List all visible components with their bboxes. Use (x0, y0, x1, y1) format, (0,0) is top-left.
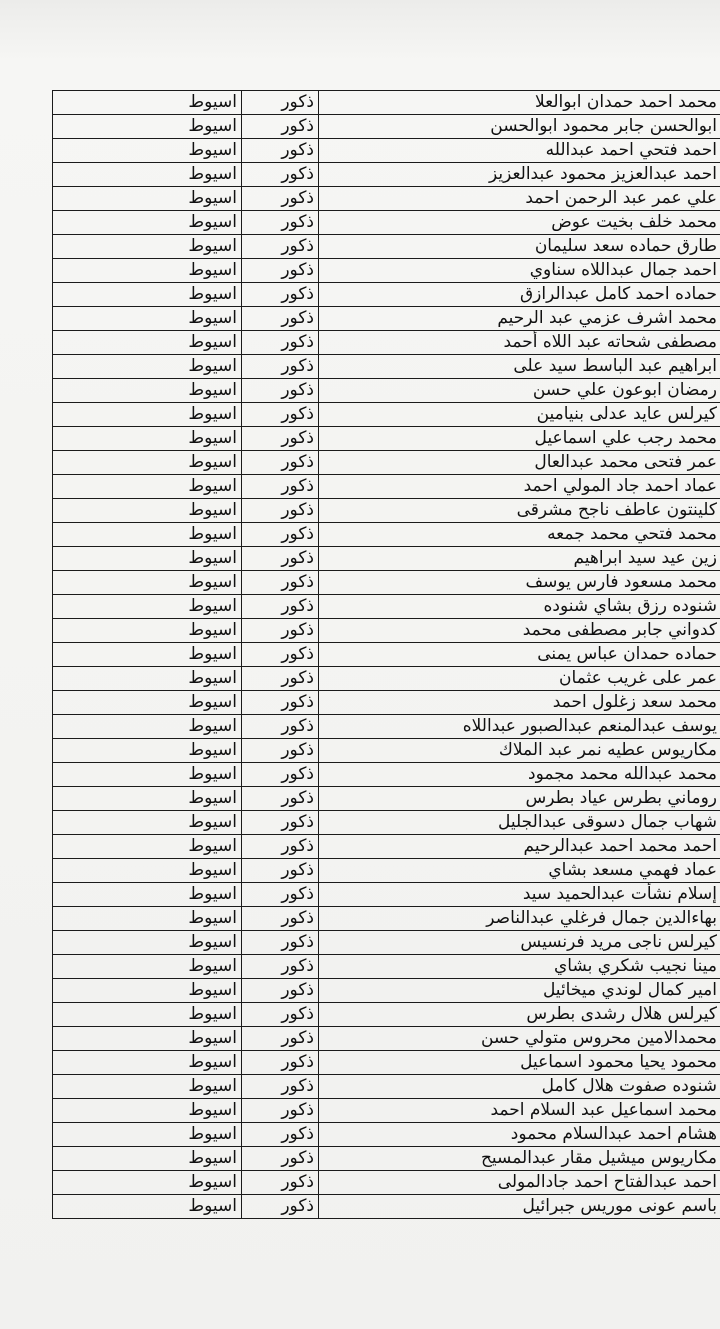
gender-cell: ذكور (242, 475, 319, 499)
name-cell: ابوالحسن جابر محمود ابوالحسن (319, 115, 720, 139)
table-row (53, 979, 720, 1003)
governorate-cell: اسيوط (53, 547, 242, 571)
governorate-cell: اسيوط (53, 307, 242, 331)
gender-cell: ذكور (242, 931, 319, 955)
table-row (53, 643, 720, 667)
table-row (53, 1051, 720, 1075)
gender-cell: ذكور (242, 1003, 319, 1027)
governorate-cell: اسيوط (53, 667, 242, 691)
gender-cell: ذكور (242, 859, 319, 883)
gender-cell: ذكور (242, 691, 319, 715)
name-cell: عمر فتحى محمد عبدالعال (319, 451, 720, 475)
name-cell: امير كمال لوندي ميخائيل (319, 979, 720, 1003)
table-row (53, 763, 720, 787)
governorate-cell: اسيوط (53, 1051, 242, 1075)
gender-cell: ذكور (242, 187, 319, 211)
table-row (53, 931, 720, 955)
name-cell: محمد اسماعيل عبد السلام احمد (319, 1099, 720, 1123)
name-cell: محمد عبدالله محمد مجمود (319, 763, 720, 787)
governorate-cell: اسيوط (53, 1171, 242, 1195)
gender-cell: ذكور (242, 1171, 319, 1195)
governorate-cell: اسيوط (53, 283, 242, 307)
governorate-cell: اسيوط (53, 835, 242, 859)
table-row (53, 1195, 720, 1219)
gender-cell: ذكور (242, 259, 319, 283)
governorate-cell: اسيوط (53, 619, 242, 643)
governorate-cell: اسيوط (53, 763, 242, 787)
name-cell: شنوده صفوت هلال كامل (319, 1075, 720, 1099)
table-row (53, 259, 720, 283)
gender-cell: ذكور (242, 331, 319, 355)
table-row (53, 547, 720, 571)
gender-cell: ذكور (242, 1123, 319, 1147)
table-row (53, 283, 720, 307)
governorate-cell: اسيوط (53, 331, 242, 355)
names-table-body (53, 91, 720, 1219)
governorate-cell: اسيوط (53, 811, 242, 835)
governorate-cell: اسيوط (53, 1003, 242, 1027)
gender-cell: ذكور (242, 523, 319, 547)
table-row (53, 1075, 720, 1099)
gender-cell: ذكور (242, 955, 319, 979)
gender-cell: ذكور (242, 1075, 319, 1099)
table-row (53, 787, 720, 811)
gender-cell: ذكور (242, 835, 319, 859)
name-cell: حماده حمدان عباس يمنى (319, 643, 720, 667)
governorate-cell: اسيوط (53, 1027, 242, 1051)
name-cell: مصطفى شحاته عبد اللاه أحمد (319, 331, 720, 355)
governorate-cell: اسيوط (53, 115, 242, 139)
table-row (53, 907, 720, 931)
gender-cell: ذكور (242, 139, 319, 163)
name-cell: ابراهيم عبد الباسط سيد على (319, 355, 720, 379)
table-row (53, 859, 720, 883)
name-cell: حماده احمد كامل عبدالرازق (319, 283, 720, 307)
table-row (53, 211, 720, 235)
name-cell: محمد اشرف عزمي عبد الرحيم (319, 307, 720, 331)
name-cell: طارق حماده سعد سليمان (319, 235, 720, 259)
table-row (53, 139, 720, 163)
governorate-cell: اسيوط (53, 883, 242, 907)
table-row (53, 499, 720, 523)
table-row (53, 163, 720, 187)
governorate-cell: اسيوط (53, 259, 242, 283)
gender-cell: ذكور (242, 355, 319, 379)
table-row (53, 1171, 720, 1195)
governorate-cell: اسيوط (53, 691, 242, 715)
name-cell: كيرلس ناجى مريد فرنسيس (319, 931, 720, 955)
gender-cell: ذكور (242, 499, 319, 523)
name-cell: مكاريوس عطيه نمر عبد الملاك (319, 739, 720, 763)
gender-cell: ذكور (242, 427, 319, 451)
gender-cell: ذكور (242, 403, 319, 427)
table-row (53, 835, 720, 859)
table-row (53, 355, 720, 379)
name-cell: باسم عونى موريس جبرائيل (319, 1195, 720, 1219)
table-row (53, 739, 720, 763)
gender-cell: ذكور (242, 235, 319, 259)
governorate-cell: اسيوط (53, 955, 242, 979)
table-row (53, 379, 720, 403)
gender-cell: ذكور (242, 1051, 319, 1075)
name-cell: احمد عبدالفتاح احمد جادالمولى (319, 1171, 720, 1195)
table-row (53, 451, 720, 475)
table-row (53, 1003, 720, 1027)
gender-cell: ذكور (242, 211, 319, 235)
gender-cell: ذكور (242, 979, 319, 1003)
name-cell: محمود يحيا محمود اسماعيل (319, 1051, 720, 1075)
gender-cell: ذكور (242, 787, 319, 811)
governorate-cell: اسيوط (53, 91, 242, 115)
gender-cell: ذكور (242, 883, 319, 907)
table-row (53, 187, 720, 211)
table-row (53, 307, 720, 331)
governorate-cell: اسيوط (53, 427, 242, 451)
gender-cell: ذكور (242, 667, 319, 691)
name-cell: محمد سعد زغلول احمد (319, 691, 720, 715)
table-row (53, 1147, 720, 1171)
table-row (53, 523, 720, 547)
name-cell: احمد فتحي احمد عبدالله (319, 139, 720, 163)
table-row (53, 691, 720, 715)
gender-cell: ذكور (242, 739, 319, 763)
name-cell: احمد محمد احمد عبدالرحيم (319, 835, 720, 859)
governorate-cell: اسيوط (53, 787, 242, 811)
gender-cell: ذكور (242, 163, 319, 187)
table-row (53, 811, 720, 835)
gender-cell: ذكور (242, 907, 319, 931)
gender-cell: ذكور (242, 619, 319, 643)
gender-cell: ذكور (242, 307, 319, 331)
name-cell: بهاءالدين جمال فرغلي عبدالناصر (319, 907, 720, 931)
name-cell: إسلام نشأت عبدالحميد سيد (319, 883, 720, 907)
name-cell: شنوده رزق بشاي شنوده (319, 595, 720, 619)
gender-cell: ذكور (242, 1147, 319, 1171)
gender-cell: ذكور (242, 763, 319, 787)
names-table (52, 90, 720, 1219)
governorate-cell: اسيوط (53, 475, 242, 499)
name-cell: عمر على غريب عثمان (319, 667, 720, 691)
governorate-cell: اسيوط (53, 403, 242, 427)
gender-cell: ذكور (242, 1195, 319, 1219)
table-row (53, 91, 720, 115)
name-cell: رمضان ابوعون علي حسن (319, 379, 720, 403)
gender-cell: ذكور (242, 451, 319, 475)
gender-cell: ذكور (242, 379, 319, 403)
name-cell: كدواني جابر مصطفى محمد (319, 619, 720, 643)
gender-cell: ذكور (242, 283, 319, 307)
gender-cell: ذكور (242, 1027, 319, 1051)
name-cell: احمد جمال عبداللاه سناوي (319, 259, 720, 283)
table-row (53, 115, 720, 139)
gender-cell: ذكور (242, 595, 319, 619)
governorate-cell: اسيوط (53, 1099, 242, 1123)
governorate-cell: اسيوط (53, 979, 242, 1003)
table-row (53, 715, 720, 739)
name-cell: زين عيد سيد ابراهيم (319, 547, 720, 571)
name-cell: علي عمر عبد الرحمن احمد (319, 187, 720, 211)
table-row (53, 403, 720, 427)
gender-cell: ذكور (242, 91, 319, 115)
table-row (53, 667, 720, 691)
gender-cell: ذكور (242, 715, 319, 739)
name-cell: محمد احمد حمدان ابوالعلا (319, 91, 720, 115)
gender-cell: ذكور (242, 115, 319, 139)
name-cell: محمد خلف بخيت عوض (319, 211, 720, 235)
name-cell: كيرلس هلال رشدى بطرس (319, 1003, 720, 1027)
name-cell: يوسف عبدالمنعم عبدالصبور عبداللاه (319, 715, 720, 739)
governorate-cell: اسيوط (53, 643, 242, 667)
table-row (53, 1027, 720, 1051)
governorate-cell: اسيوط (53, 499, 242, 523)
table-row (53, 595, 720, 619)
governorate-cell: اسيوط (53, 379, 242, 403)
governorate-cell: اسيوط (53, 715, 242, 739)
gender-cell: ذكور (242, 571, 319, 595)
name-cell: محمد فتحي محمد جمعه (319, 523, 720, 547)
governorate-cell: اسيوط (53, 1147, 242, 1171)
table-row (53, 883, 720, 907)
table-row (53, 427, 720, 451)
governorate-cell: اسيوط (53, 451, 242, 475)
name-cell: كيرلس عايد عدلى بنيامين (319, 403, 720, 427)
table-row (53, 235, 720, 259)
table-row (53, 475, 720, 499)
governorate-cell: اسيوط (53, 163, 242, 187)
governorate-cell: اسيوط (53, 931, 242, 955)
page-top-shadow (0, 0, 720, 60)
governorate-cell: اسيوط (53, 235, 242, 259)
name-cell: مكاريوس ميشيل مقار عبدالمسيح (319, 1147, 720, 1171)
name-cell: كلينتون عاطف ناجح مشرقى (319, 499, 720, 523)
gender-cell: ذكور (242, 547, 319, 571)
name-cell: روماني بطرس عياد بطرس (319, 787, 720, 811)
governorate-cell: اسيوط (53, 859, 242, 883)
name-cell: مينا نجيب شكري بشاي (319, 955, 720, 979)
table-row (53, 1099, 720, 1123)
name-cell: شهاب جمال دسوقى عبدالجليل (319, 811, 720, 835)
governorate-cell: اسيوط (53, 1123, 242, 1147)
name-cell: احمد عبدالعزيز محمود عبدالعزيز (319, 163, 720, 187)
name-cell: هشام احمد عبدالسلام محمود (319, 1123, 720, 1147)
governorate-cell: اسيوط (53, 139, 242, 163)
table-row (53, 619, 720, 643)
gender-cell: ذكور (242, 1099, 319, 1123)
governorate-cell: اسيوط (53, 355, 242, 379)
gender-cell: ذكور (242, 811, 319, 835)
table-row (53, 571, 720, 595)
table-row (53, 955, 720, 979)
name-cell: محمد مسعود فارس يوسف (319, 571, 720, 595)
governorate-cell: اسيوط (53, 187, 242, 211)
governorate-cell: اسيوط (53, 739, 242, 763)
governorate-cell: اسيوط (53, 211, 242, 235)
gender-cell: ذكور (242, 643, 319, 667)
governorate-cell: اسيوط (53, 595, 242, 619)
governorate-cell: اسيوط (53, 571, 242, 595)
name-cell: محمد رجب علي اسماعيل (319, 427, 720, 451)
governorate-cell: اسيوط (53, 907, 242, 931)
governorate-cell: اسيوط (53, 1195, 242, 1219)
governorate-cell: اسيوط (53, 523, 242, 547)
name-cell: عماد فهمي مسعد بشاي (319, 859, 720, 883)
governorate-cell: اسيوط (53, 1075, 242, 1099)
table-row (53, 331, 720, 355)
name-cell: عماد احمد جاد المولي احمد (319, 475, 720, 499)
name-cell: محمدالامين محروس متولي حسن (319, 1027, 720, 1051)
table-row (53, 1123, 720, 1147)
